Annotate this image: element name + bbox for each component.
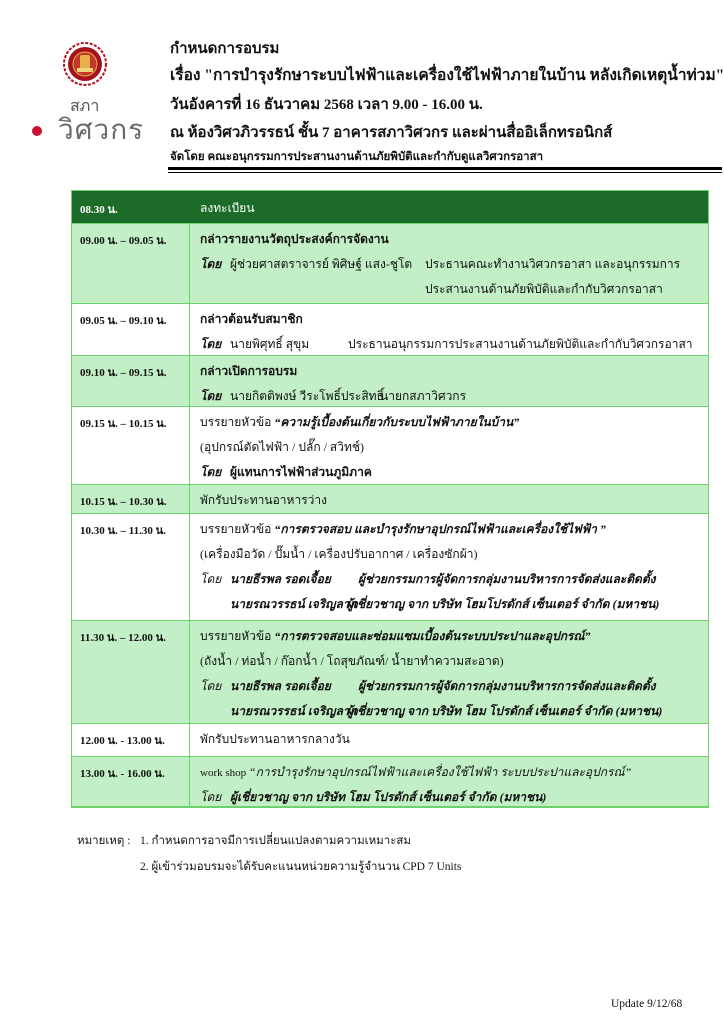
- speaker-name: นายรณวรรธน์ เจริญลาภ: [230, 704, 358, 718]
- update-date: Update 9/12/68: [611, 998, 683, 1010]
- agenda-cell: [190, 485, 708, 513]
- speaker-name: นายรณวรรธน์ เจริญลาภ: [230, 597, 358, 611]
- topic-prefix: บรรยายหัวข้อ: [200, 629, 275, 643]
- time-cell: 12.00 น. - 13.00 น.: [72, 724, 190, 756]
- schedule-row-opening: [72, 355, 708, 406]
- agenda-title: กล่าวเปิดการอบรม: [200, 364, 298, 378]
- topic-title: “การตรวจสอบและซ่อมแซมเบื้องต้นระบบประปาและอุปกรณ์”: [274, 629, 591, 643]
- speaker-position: ผู้เชี่ยวชาญ จาก บริษัท โฮม โปรดักส์ เซ็นเตอร์ จำกัด (มหาชน): [346, 704, 663, 718]
- speaker-position: นายกสภาวิศวกร: [380, 389, 467, 403]
- agenda-cell: [190, 757, 708, 806]
- note-item: 2. ผู้เข้าร่วมอบรมจะได้รับคะแนนหน่วยความรู้จำนวน CPD 7 Units: [140, 861, 462, 873]
- schedule-row-lecture-plumbing: [72, 620, 708, 723]
- by-label: โดย: [200, 337, 222, 351]
- speaker-position: ผู้ช่วยกรรมการผู้จัดการกลุ่มงานบริหารการจัดส่งและติดตั้ง: [358, 572, 656, 586]
- speaker-position: ผู้ช่วยกรรมการผู้จัดการกลุ่มงานบริหารการจัดส่งและติดตั้ง: [358, 679, 656, 693]
- topic-title: “การบำรุงรักษาอุปกรณ์ไฟฟ้าและเครื่องใช้ไฟฟ้า ระบบประปาและอุปกรณ์”: [248, 765, 632, 779]
- agenda-topic-line: [200, 520, 708, 545]
- time-cell: 08.30 น.: [72, 191, 190, 223]
- speaker-line: [200, 570, 708, 595]
- speaker-line: [200, 255, 708, 280]
- schedule-row-break: [72, 484, 708, 513]
- doc-title: กำหนดการอบรม: [170, 41, 280, 57]
- council-seal-icon: [63, 42, 107, 86]
- logo-text-wisawakorn: วิศวกร: [58, 113, 145, 146]
- note-item: 1. กำหนดการอาจมีการเปลี่ยนแปลงตามความเหมาะสม: [140, 835, 411, 847]
- speaker-name: นายกิตติพงษ์ วีระโพธิ์ประสิทธิ์: [230, 389, 384, 403]
- speaker-name: นายพิศุทธิ์ สุขุม: [230, 337, 310, 351]
- agenda-cell: [190, 304, 708, 355]
- agenda-topic-line: [200, 763, 708, 788]
- speaker-name: นายธีรพล รอดเจื้อย: [230, 572, 331, 586]
- header-rule-thick: [168, 167, 722, 170]
- agenda-title: ลงทะเบียน: [200, 201, 255, 215]
- speaker-position-cont: ประสานงานด้านภัยพิบัติและกำกับวิศวกรอาสา: [425, 282, 663, 296]
- time-cell: 09.15 น. – 10.15 น.: [72, 407, 190, 484]
- by-label: โดย: [200, 790, 222, 804]
- by-label: โดย: [200, 257, 222, 271]
- schedule-row-lecture-electric-basics: [72, 406, 708, 484]
- speaker-position: ประธานคณะทำงานวิศวกรอาสา และอนุกรรมการ: [425, 257, 681, 271]
- schedule-row-report: [72, 223, 708, 303]
- notes-label: หมายเหตุ :: [77, 835, 131, 847]
- doc-organizer: จัดโดย คณะอนุกรรมการประสานงานด้านภัยพิบัติและกำกับดูแลวิศวกรอาสา: [170, 151, 544, 163]
- speaker-line: [200, 677, 708, 702]
- agenda-cell: [190, 514, 708, 620]
- agenda-cell: [190, 407, 708, 484]
- topic-detail: (อุปกรณ์ตัดไฟฟ้า / ปลั๊ก / สวิทช์): [200, 440, 365, 454]
- speaker-position: ประธานอนุกรรมการประสานงานด้านภัยพิบัติและกำกับวิศวกรอาสา: [348, 337, 693, 351]
- agenda-cell: [190, 191, 708, 223]
- by-label: โดย: [200, 572, 222, 586]
- topic-prefix: บรรยายหัวข้อ: [200, 522, 275, 536]
- speaker-line: [200, 595, 708, 620]
- speaker-name: ผู้ช่วยศาสตราจารย์ พิศิษฐ์ แสง-ชูโต: [230, 257, 413, 271]
- doc-date: วันอังคารที่ 16 ธันวาคม 2568 เวลา 9.00 - 16.00 น.: [170, 97, 483, 113]
- time-cell: 09.05 น. – 09.10 น.: [72, 304, 190, 355]
- time-cell: 13.00 น. - 16.00 น.: [72, 757, 190, 806]
- topic-title: “การตรวจสอบ และบำรุงรักษาอุปกรณ์ไฟฟ้าและเครื่องใช้ไฟฟ้า ”: [274, 522, 606, 536]
- time-cell: 09.10 น. – 09.15 น.: [72, 356, 190, 406]
- topic-detail: (ถังน้ำ / ท่อน้ำ / ก๊อกน้ำ / โถสุขภัณฑ์/ น้ำยาทำความสะอาด): [200, 654, 504, 668]
- speaker-position: ผู้เชี่ยวชาญ จาก บริษัท โฮมโปรดักส์ เซ็นเตอร์ จำกัด (มหาชน): [346, 597, 660, 611]
- speaker-name: ผู้เชี่ยวชาญ จาก บริษัท โฮม โปรดักส์ เซ็นเตอร์ จำกัด (มหาชน): [230, 790, 547, 804]
- agenda-title: กล่าวต้อนรับสมาชิก: [200, 312, 303, 326]
- agenda-topic-line: [200, 627, 708, 652]
- topic-prefix: work shop: [200, 767, 249, 779]
- schedule-row-lunch: [72, 723, 708, 756]
- topic-detail: (เครื่องมือวัด / ปั๊มน้ำ / เครื่องปรับอากาศ / เครื่องซักผ้า): [200, 547, 478, 561]
- council-logo: [30, 38, 160, 148]
- agenda-title: พักรับประทานอาหารกลางวัน: [200, 732, 350, 746]
- agenda-title: พักรับประทานอาหารว่าง: [200, 493, 327, 507]
- speaker-name: นายธีรพล รอดเจื้อย: [230, 679, 331, 693]
- time-cell: 11.30 น. – 12.00 น.: [72, 621, 190, 723]
- doc-venue: ณ ห้องวิศวภิวรรธน์ ชั้น 7 อาคารสภาวิศวกร และผ่านสื่ออิเล็กทรอนิกส์: [170, 125, 613, 141]
- logo-text-sapha: สภา: [70, 96, 100, 115]
- schedule-row-workshop: [72, 756, 708, 806]
- by-label: โดย: [200, 389, 222, 403]
- topic-title: “ความรู้เบื้องต้นเกี่ยวกับระบบไฟฟ้าภายในบ้าน”: [274, 415, 520, 429]
- logo-dot: [32, 126, 42, 136]
- by-label: โดย: [200, 465, 222, 479]
- time-cell: 09.00 น. – 09.05 น.: [72, 224, 190, 303]
- by-label: โดย: [200, 679, 222, 693]
- doc-subject: เรื่อง "การบำรุงรักษาระบบไฟฟ้าและเครื่องใช้ไฟฟ้าภายในบ้าน หลังเกิดเหตุน้ำท่วม": [170, 67, 724, 84]
- topic-prefix: บรรยายหัวข้อ: [200, 415, 275, 429]
- agenda-cell: [190, 724, 708, 756]
- schedule-row-welcome: [72, 303, 708, 355]
- agenda-cell: [190, 224, 708, 303]
- time-cell: 10.15 น. – 10.30 น.: [72, 485, 190, 513]
- agenda-cell: [190, 621, 708, 723]
- time-cell: 10.30 น. – 11.30 น.: [72, 514, 190, 620]
- agenda-cell: [190, 356, 708, 406]
- agenda-title: กล่าวรายงานวัตถุประสงค์การจัดงาน: [200, 232, 389, 246]
- schedule-table: [71, 190, 709, 808]
- agenda-topic-line: [200, 413, 708, 438]
- schedule-row-lecture-appliances: [72, 513, 708, 620]
- header-rule-thin: [168, 172, 722, 173]
- speaker-name: ผู้แทนการไฟฟ้าส่วนภูมิภาค: [230, 465, 372, 479]
- schedule-row-registration: [72, 191, 708, 223]
- speaker-line: [200, 788, 708, 813]
